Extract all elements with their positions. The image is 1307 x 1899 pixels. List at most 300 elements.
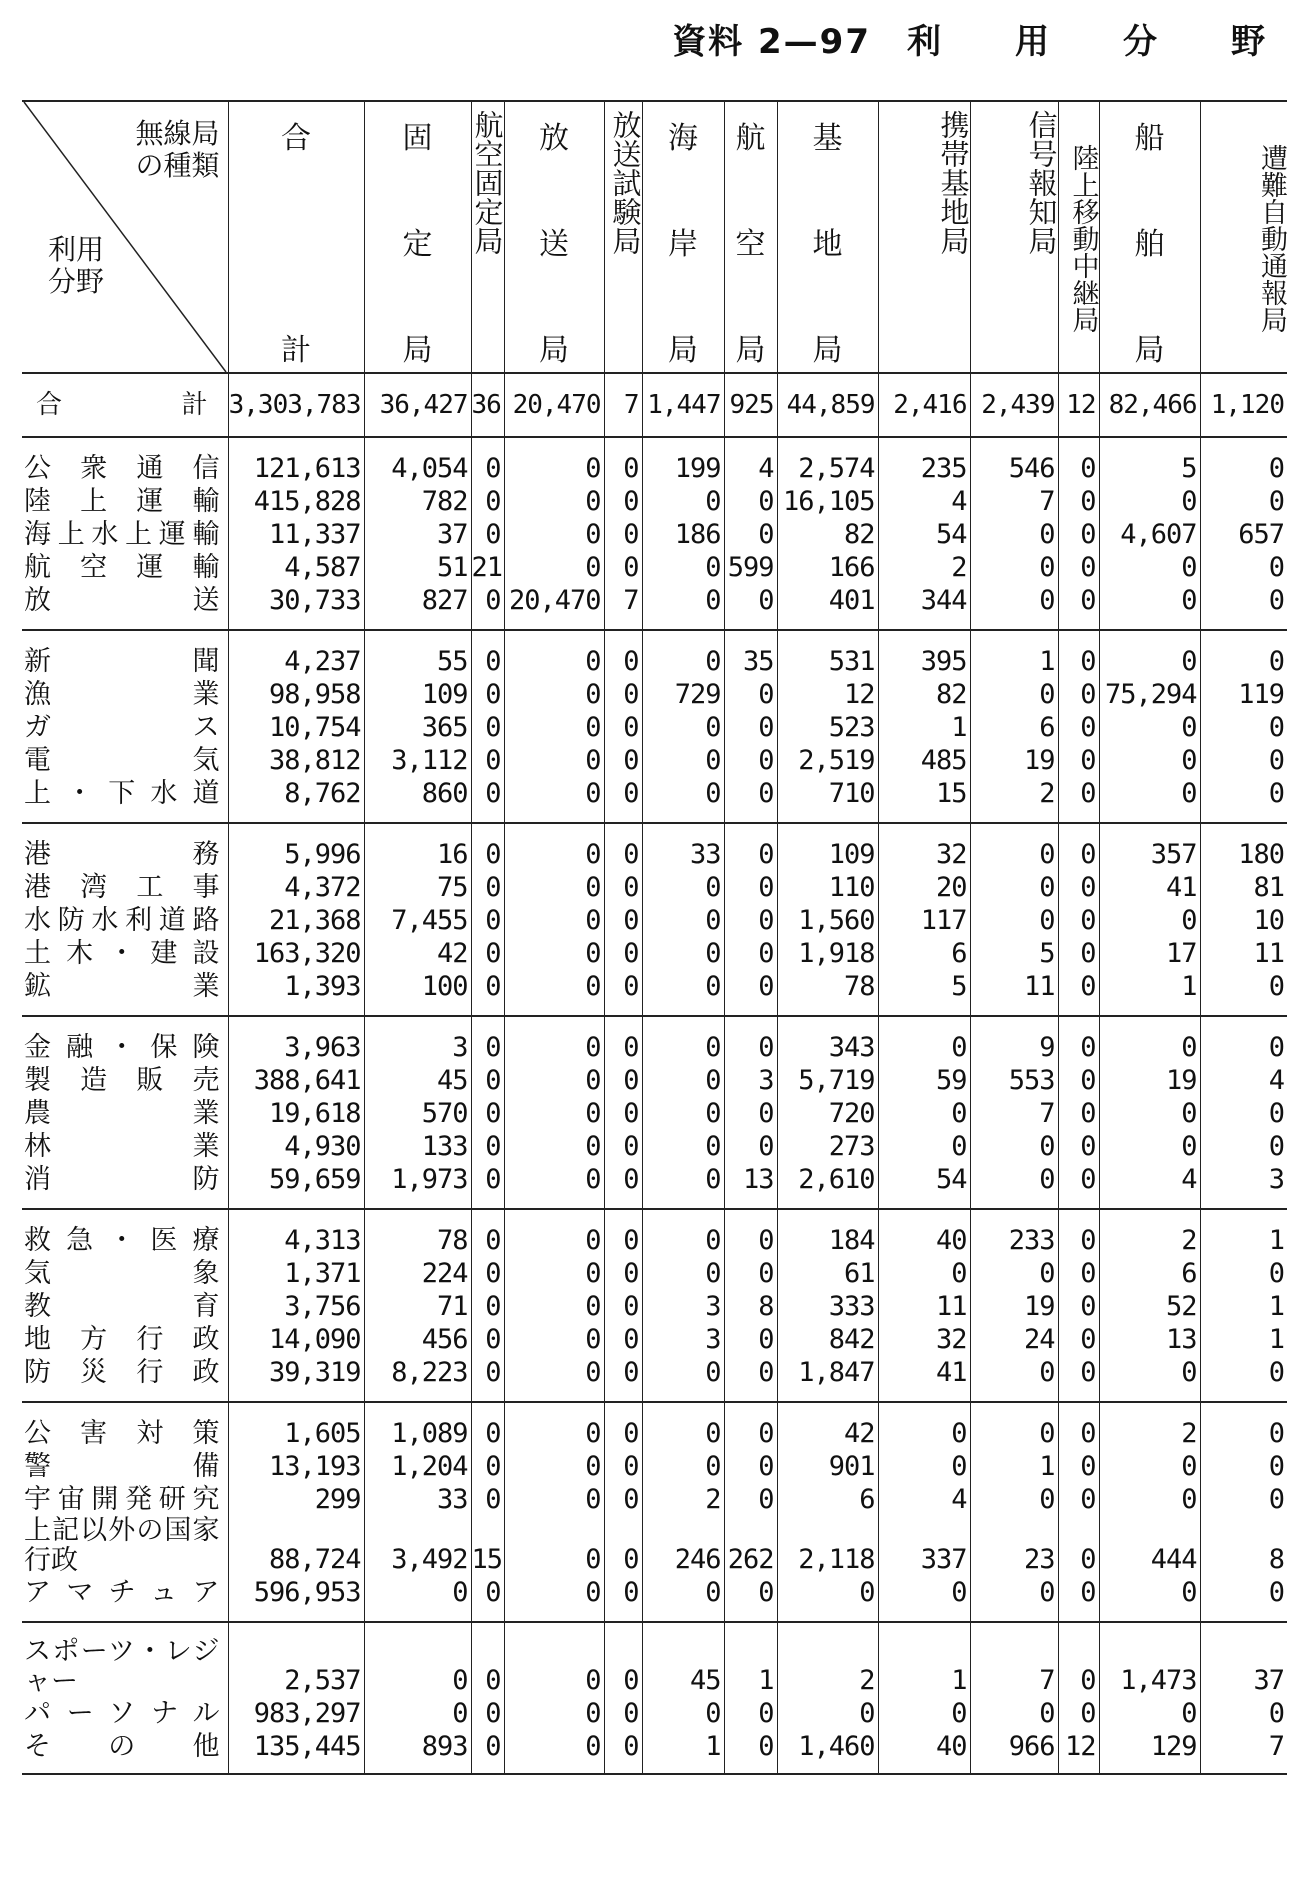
value-cell: 19 [1099, 1064, 1200, 1097]
value-cell: 75,294 [1099, 678, 1200, 711]
value-cell: 0 [504, 551, 604, 584]
value-cell: 0 [1200, 711, 1287, 744]
value-cell: 0 [642, 1097, 724, 1130]
value-cell: 0 [970, 1483, 1058, 1516]
usage-field-table [22, 100, 1287, 1775]
value-cell: 78 [777, 970, 878, 1016]
value-cell: 0 [504, 904, 604, 937]
value-cell: 199 [642, 437, 724, 485]
value-cell: 0 [1058, 678, 1099, 711]
column-header [1099, 101, 1200, 373]
value-cell: 13 [1099, 1323, 1200, 1356]
value-cell: 0 [970, 1130, 1058, 1163]
value-cell: 901 [777, 1450, 878, 1483]
value-cell: 0 [504, 1356, 604, 1402]
table-row [22, 711, 1287, 744]
value-cell: 13,193 [228, 1450, 364, 1483]
table-row [22, 518, 1287, 551]
value-cell: 0 [504, 1697, 604, 1730]
value-cell: 0 [970, 1163, 1058, 1209]
table-row [22, 1697, 1287, 1730]
value-cell: 10 [1200, 904, 1287, 937]
value-cell: 0 [724, 1450, 777, 1483]
value-cell: 0 [1058, 630, 1099, 678]
value-cell: 0 [878, 1450, 970, 1483]
value-cell: 485 [878, 744, 970, 777]
column-header [878, 101, 970, 373]
value-cell: 0 [1058, 485, 1099, 518]
value-cell: 10,754 [228, 711, 364, 744]
value-cell: 0 [1200, 630, 1287, 678]
table-row [22, 823, 1287, 871]
column-header-label-bottom: 局 [402, 333, 433, 368]
value-cell: 0 [504, 1323, 604, 1356]
row-label: 水防水利道路 [24, 905, 220, 936]
value-cell: 6 [878, 937, 970, 970]
value-cell: 6 [777, 1483, 878, 1516]
value-cell: 0 [642, 1576, 724, 1622]
value-cell: 0 [604, 1730, 642, 1774]
value-cell: 3 [642, 1290, 724, 1323]
value-cell: 0 [1200, 437, 1287, 485]
value-cell: 1 [1099, 970, 1200, 1016]
value-cell: 0 [471, 777, 504, 823]
value-cell: 0 [878, 1402, 970, 1450]
value-cell: 180 [1200, 823, 1287, 871]
table-row [22, 1323, 1287, 1356]
value-cell: 82 [777, 518, 878, 551]
value-cell: 5 [970, 937, 1058, 970]
column-header [724, 101, 777, 373]
table-row [22, 437, 1287, 485]
value-cell: 17 [1099, 937, 1200, 970]
value-cell: 0 [1200, 1016, 1287, 1064]
value-cell: 78 [364, 1209, 471, 1257]
value-cell: 344 [878, 584, 970, 630]
value-cell: 0 [604, 518, 642, 551]
value-cell: 0 [970, 518, 1058, 551]
value-cell: 4,607 [1099, 518, 1200, 551]
row-label: 陸上運輸 [24, 486, 220, 517]
value-cell: 7 [970, 1622, 1058, 1697]
value-cell: 0 [604, 1064, 642, 1097]
value-cell: 4 [878, 1483, 970, 1516]
row-label: 上記以外の国家行政 [24, 1515, 220, 1576]
value-cell: 0 [970, 1402, 1058, 1450]
column-header-label-mid: 送 [539, 227, 569, 262]
value-cell: 0 [1099, 1483, 1200, 1516]
value-cell: 0 [724, 1097, 777, 1130]
value-cell: 109 [777, 823, 878, 871]
column-header-label: 遭難自動通報局 [1256, 143, 1287, 333]
value-cell: 827 [364, 584, 471, 630]
value-cell: 2 [777, 1622, 878, 1697]
value-cell: 36,427 [364, 373, 471, 437]
value-cell: 0 [504, 937, 604, 970]
value-cell: 59 [878, 1064, 970, 1097]
value-cell: 0 [1058, 1576, 1099, 1622]
value-cell: 0 [504, 1516, 604, 1576]
value-cell: 20 [878, 871, 970, 904]
value-cell: 0 [1099, 711, 1200, 744]
value-cell: 4 [878, 485, 970, 518]
value-cell: 37 [1200, 1622, 1287, 1697]
value-cell: 0 [724, 1356, 777, 1402]
value-cell: 0 [1058, 937, 1099, 970]
value-cell: 0 [724, 485, 777, 518]
value-cell: 0 [1099, 1576, 1200, 1622]
value-cell: 456 [364, 1323, 471, 1356]
column-header [504, 101, 604, 373]
value-cell: 6 [970, 711, 1058, 744]
value-cell: 55 [364, 630, 471, 678]
value-cell: 0 [724, 1257, 777, 1290]
value-cell: 0 [504, 1097, 604, 1130]
column-header-label: 放送試験局 [608, 110, 643, 255]
value-cell: 7 [1200, 1730, 1287, 1774]
value-cell: 33 [364, 1483, 471, 1516]
value-cell: 0 [724, 1730, 777, 1774]
value-cell: 82,466 [1099, 373, 1200, 437]
value-cell: 11,337 [228, 518, 364, 551]
value-cell: 40 [878, 1209, 970, 1257]
value-cell: 246 [642, 1516, 724, 1576]
row-label: 鉱業 [22, 970, 228, 1016]
value-cell: 0 [604, 904, 642, 937]
column-header-label: 信号報知局 [1024, 110, 1059, 255]
row-label: 林業 [24, 1131, 220, 1162]
value-cell: 8,762 [228, 777, 364, 823]
value-cell: 0 [1058, 777, 1099, 823]
table-row [22, 1257, 1287, 1290]
value-cell: 0 [1200, 744, 1287, 777]
value-cell: 0 [604, 485, 642, 518]
table-row [22, 1290, 1287, 1323]
value-cell: 0 [642, 1450, 724, 1483]
value-cell: 333 [777, 1290, 878, 1323]
value-cell: 0 [1200, 1097, 1287, 1130]
value-cell: 30,733 [228, 584, 364, 630]
value-cell: 0 [504, 1622, 604, 1697]
value-cell: 41 [1099, 871, 1200, 904]
value-cell: 8 [724, 1290, 777, 1323]
value-cell: 52 [1099, 1290, 1200, 1323]
value-cell: 3 [1200, 1163, 1287, 1209]
table-row [22, 678, 1287, 711]
value-cell: 0 [504, 678, 604, 711]
value-cell: 0 [471, 1450, 504, 1483]
value-cell: 0 [604, 1576, 642, 1622]
column-header [1058, 101, 1099, 373]
value-cell: 983,297 [228, 1697, 364, 1730]
value-cell: 0 [1058, 1483, 1099, 1516]
value-cell: 0 [1058, 904, 1099, 937]
value-cell: 0 [471, 904, 504, 937]
value-cell: 0 [642, 1016, 724, 1064]
value-cell: 0 [1099, 1016, 1200, 1064]
value-cell: 0 [1200, 1576, 1287, 1622]
value-cell: 0 [1200, 1257, 1287, 1290]
column-header-label-mid: 地 [812, 227, 843, 262]
value-cell: 0 [1200, 1356, 1287, 1402]
value-cell: 24 [970, 1323, 1058, 1356]
value-cell: 1 [1200, 1290, 1287, 1323]
value-cell: 38,812 [228, 744, 364, 777]
value-cell: 0 [642, 777, 724, 823]
value-cell: 0 [604, 1130, 642, 1163]
value-cell: 11 [970, 970, 1058, 1016]
value-cell: 0 [604, 1356, 642, 1402]
table-row [22, 373, 1287, 437]
value-cell: 1 [970, 1450, 1058, 1483]
value-cell: 0 [1058, 1323, 1099, 1356]
value-cell: 0 [970, 871, 1058, 904]
value-cell: 4 [724, 437, 777, 485]
row-label: アマチュア [22, 1576, 228, 1622]
value-cell: 531 [777, 630, 878, 678]
value-cell: 0 [604, 823, 642, 871]
value-cell: 0 [471, 1209, 504, 1257]
value-cell: 0 [1200, 485, 1287, 518]
column-header-label-top: 基 [812, 121, 843, 156]
value-cell: 0 [471, 1290, 504, 1323]
table-row [22, 1730, 1287, 1774]
value-cell: 0 [724, 823, 777, 871]
value-cell: 0 [724, 1576, 777, 1622]
value-cell: 12 [1058, 1730, 1099, 1774]
value-cell: 0 [504, 518, 604, 551]
value-cell: 0 [1058, 1516, 1099, 1576]
value-cell: 7 [604, 373, 642, 437]
value-cell: 0 [970, 1257, 1058, 1290]
column-header-label-bottom: 局 [812, 333, 843, 368]
value-cell: 0 [504, 1209, 604, 1257]
value-cell: 75 [364, 871, 471, 904]
value-cell: 6 [1099, 1257, 1200, 1290]
row-label: 公衆通信 [24, 453, 220, 484]
column-header-label: 携帯基地局 [936, 110, 971, 255]
value-cell: 100 [364, 970, 471, 1016]
value-cell: 0 [642, 937, 724, 970]
value-cell: 0 [1058, 1016, 1099, 1064]
value-cell: 2,610 [777, 1163, 878, 1209]
value-cell: 1,089 [364, 1402, 471, 1450]
value-cell: 3,303,783 [228, 373, 364, 437]
value-cell: 0 [1058, 744, 1099, 777]
value-cell: 21 [471, 552, 503, 583]
value-cell: 0 [504, 777, 604, 823]
table-row [22, 1163, 1287, 1209]
value-cell: 0 [1058, 1402, 1099, 1450]
value-cell: 14,090 [228, 1323, 364, 1356]
value-cell: 0 [604, 630, 642, 678]
value-cell: 0 [471, 970, 504, 1016]
value-cell: 1 [724, 1622, 777, 1697]
table-row [22, 584, 1287, 630]
value-cell: 0 [1200, 551, 1287, 584]
value-cell: 0 [1058, 1257, 1099, 1290]
value-cell: 0 [1058, 823, 1099, 871]
value-cell: 12 [777, 678, 878, 711]
table-row [22, 1622, 1287, 1697]
value-cell: 0 [1099, 1097, 1200, 1130]
value-cell: 33 [642, 823, 724, 871]
value-cell: 0 [1058, 1163, 1099, 1209]
value-cell: 0 [642, 744, 724, 777]
table-row [22, 970, 1287, 1016]
value-cell: 0 [604, 678, 642, 711]
value-cell: 0 [724, 584, 777, 630]
value-cell: 0 [504, 1730, 604, 1774]
value-cell: 163,320 [228, 937, 364, 970]
value-cell: 0 [1058, 711, 1099, 744]
value-cell: 357 [1099, 823, 1200, 871]
value-cell: 7 [604, 584, 642, 630]
value-cell: 0 [504, 970, 604, 1016]
value-cell: 0 [878, 1130, 970, 1163]
value-cell: 3,963 [228, 1016, 364, 1064]
value-cell: 133 [364, 1130, 471, 1163]
column-header [1200, 101, 1287, 373]
table-row [22, 871, 1287, 904]
value-cell: 2 [1099, 1402, 1200, 1450]
table-row [22, 1516, 1287, 1576]
value-cell: 61 [777, 1257, 878, 1290]
value-cell: 0 [471, 1697, 504, 1730]
value-cell: 3 [724, 1064, 777, 1097]
row-label: 合 計 [22, 373, 228, 437]
value-cell: 0 [878, 1257, 970, 1290]
column-header-label-top: 合 [281, 121, 311, 156]
value-cell: 0 [471, 1016, 504, 1064]
table-row [22, 777, 1287, 823]
value-cell: 0 [642, 630, 724, 678]
value-cell: 0 [1058, 437, 1099, 485]
value-cell: 0 [471, 871, 504, 904]
value-cell: 12 [1058, 373, 1099, 437]
value-cell: 0 [471, 630, 504, 678]
value-cell: 3,756 [228, 1290, 364, 1323]
value-cell: 166 [777, 551, 878, 584]
table-row [22, 744, 1287, 777]
value-cell: 16 [364, 823, 471, 871]
value-cell: 0 [1058, 1209, 1099, 1257]
value-cell: 4,054 [364, 437, 471, 485]
value-cell: 119 [1200, 678, 1287, 711]
value-cell: 11 [1200, 937, 1287, 970]
value-cell: 553 [970, 1064, 1058, 1097]
value-cell: 0 [1058, 1130, 1099, 1163]
value-cell: 0 [1058, 551, 1099, 584]
value-cell: 0 [604, 777, 642, 823]
column-header [471, 101, 504, 373]
column-header [777, 101, 878, 373]
row-label: 救急・医療 [24, 1225, 220, 1256]
value-cell: 0 [724, 1402, 777, 1450]
value-cell: 0 [642, 1130, 724, 1163]
row-label: 警備 [24, 1451, 220, 1482]
value-cell: 1,560 [777, 904, 878, 937]
value-cell: 401 [777, 584, 878, 630]
value-cell: 32 [878, 1323, 970, 1356]
column-header [970, 101, 1058, 373]
value-cell: 1 [878, 711, 970, 744]
value-cell: 596,953 [228, 1576, 364, 1622]
value-cell: 0 [1200, 1402, 1287, 1450]
value-cell: 0 [642, 1402, 724, 1450]
value-cell: 0 [1200, 1130, 1287, 1163]
value-cell: 0 [970, 1576, 1058, 1622]
value-cell: 19,618 [228, 1097, 364, 1130]
value-cell: 0 [970, 904, 1058, 937]
value-cell: 0 [724, 1016, 777, 1064]
value-cell: 0 [471, 1064, 504, 1097]
value-cell: 0 [878, 1097, 970, 1130]
value-cell: 0 [1058, 584, 1099, 630]
value-cell: 11 [878, 1290, 970, 1323]
value-cell: 1,973 [364, 1163, 471, 1209]
value-cell: 0 [604, 1450, 642, 1483]
value-cell: 0 [970, 584, 1058, 630]
value-cell: 8 [1200, 1516, 1287, 1576]
value-cell: 0 [471, 1323, 504, 1356]
row-label: 航空運輸 [24, 552, 220, 583]
value-cell: 45 [642, 1622, 724, 1697]
value-cell: 98,958 [228, 678, 364, 711]
value-cell: 0 [724, 1697, 777, 1730]
value-cell: 0 [1099, 1356, 1200, 1402]
row-label: 製造販売 [24, 1065, 220, 1096]
value-cell: 2 [642, 1483, 724, 1516]
value-cell: 40 [878, 1730, 970, 1774]
value-cell: 19 [970, 744, 1058, 777]
table-row [22, 1450, 1287, 1483]
value-cell: 1,847 [777, 1356, 878, 1402]
row-label: 消防 [22, 1163, 228, 1209]
table-row [22, 485, 1287, 518]
value-cell: 0 [504, 485, 604, 518]
value-cell: 395 [878, 630, 970, 678]
table-row [22, 1130, 1287, 1163]
value-cell: 0 [642, 584, 724, 630]
value-cell: 0 [471, 1257, 504, 1290]
value-cell: 0 [471, 1483, 504, 1516]
value-cell: 0 [504, 1576, 604, 1622]
column-header-label-top: 固 [402, 121, 433, 156]
value-cell: 842 [777, 1323, 878, 1356]
value-cell: 59,659 [228, 1163, 364, 1209]
row-label: パーソナル [24, 1698, 220, 1729]
value-cell: 3 [642, 1323, 724, 1356]
row-label: 農業 [24, 1098, 220, 1129]
value-cell: 0 [1200, 1450, 1287, 1483]
column-header-label-bottom: 計 [281, 333, 311, 368]
value-cell: 0 [642, 1697, 724, 1730]
value-cell: 0 [504, 1450, 604, 1483]
value-cell: 0 [777, 1697, 878, 1730]
value-cell: 0 [604, 1516, 642, 1576]
value-cell: 0 [1200, 970, 1287, 1016]
value-cell: 0 [642, 1163, 724, 1209]
value-cell: 8,223 [364, 1356, 471, 1402]
value-cell: 0 [504, 1290, 604, 1323]
value-cell: 0 [1099, 744, 1200, 777]
station-type-label: 無線局の種類 [135, 117, 220, 182]
value-cell: 19 [970, 1290, 1058, 1323]
value-cell: 0 [1099, 777, 1200, 823]
value-cell: 0 [471, 823, 504, 871]
value-cell: 710 [777, 777, 878, 823]
